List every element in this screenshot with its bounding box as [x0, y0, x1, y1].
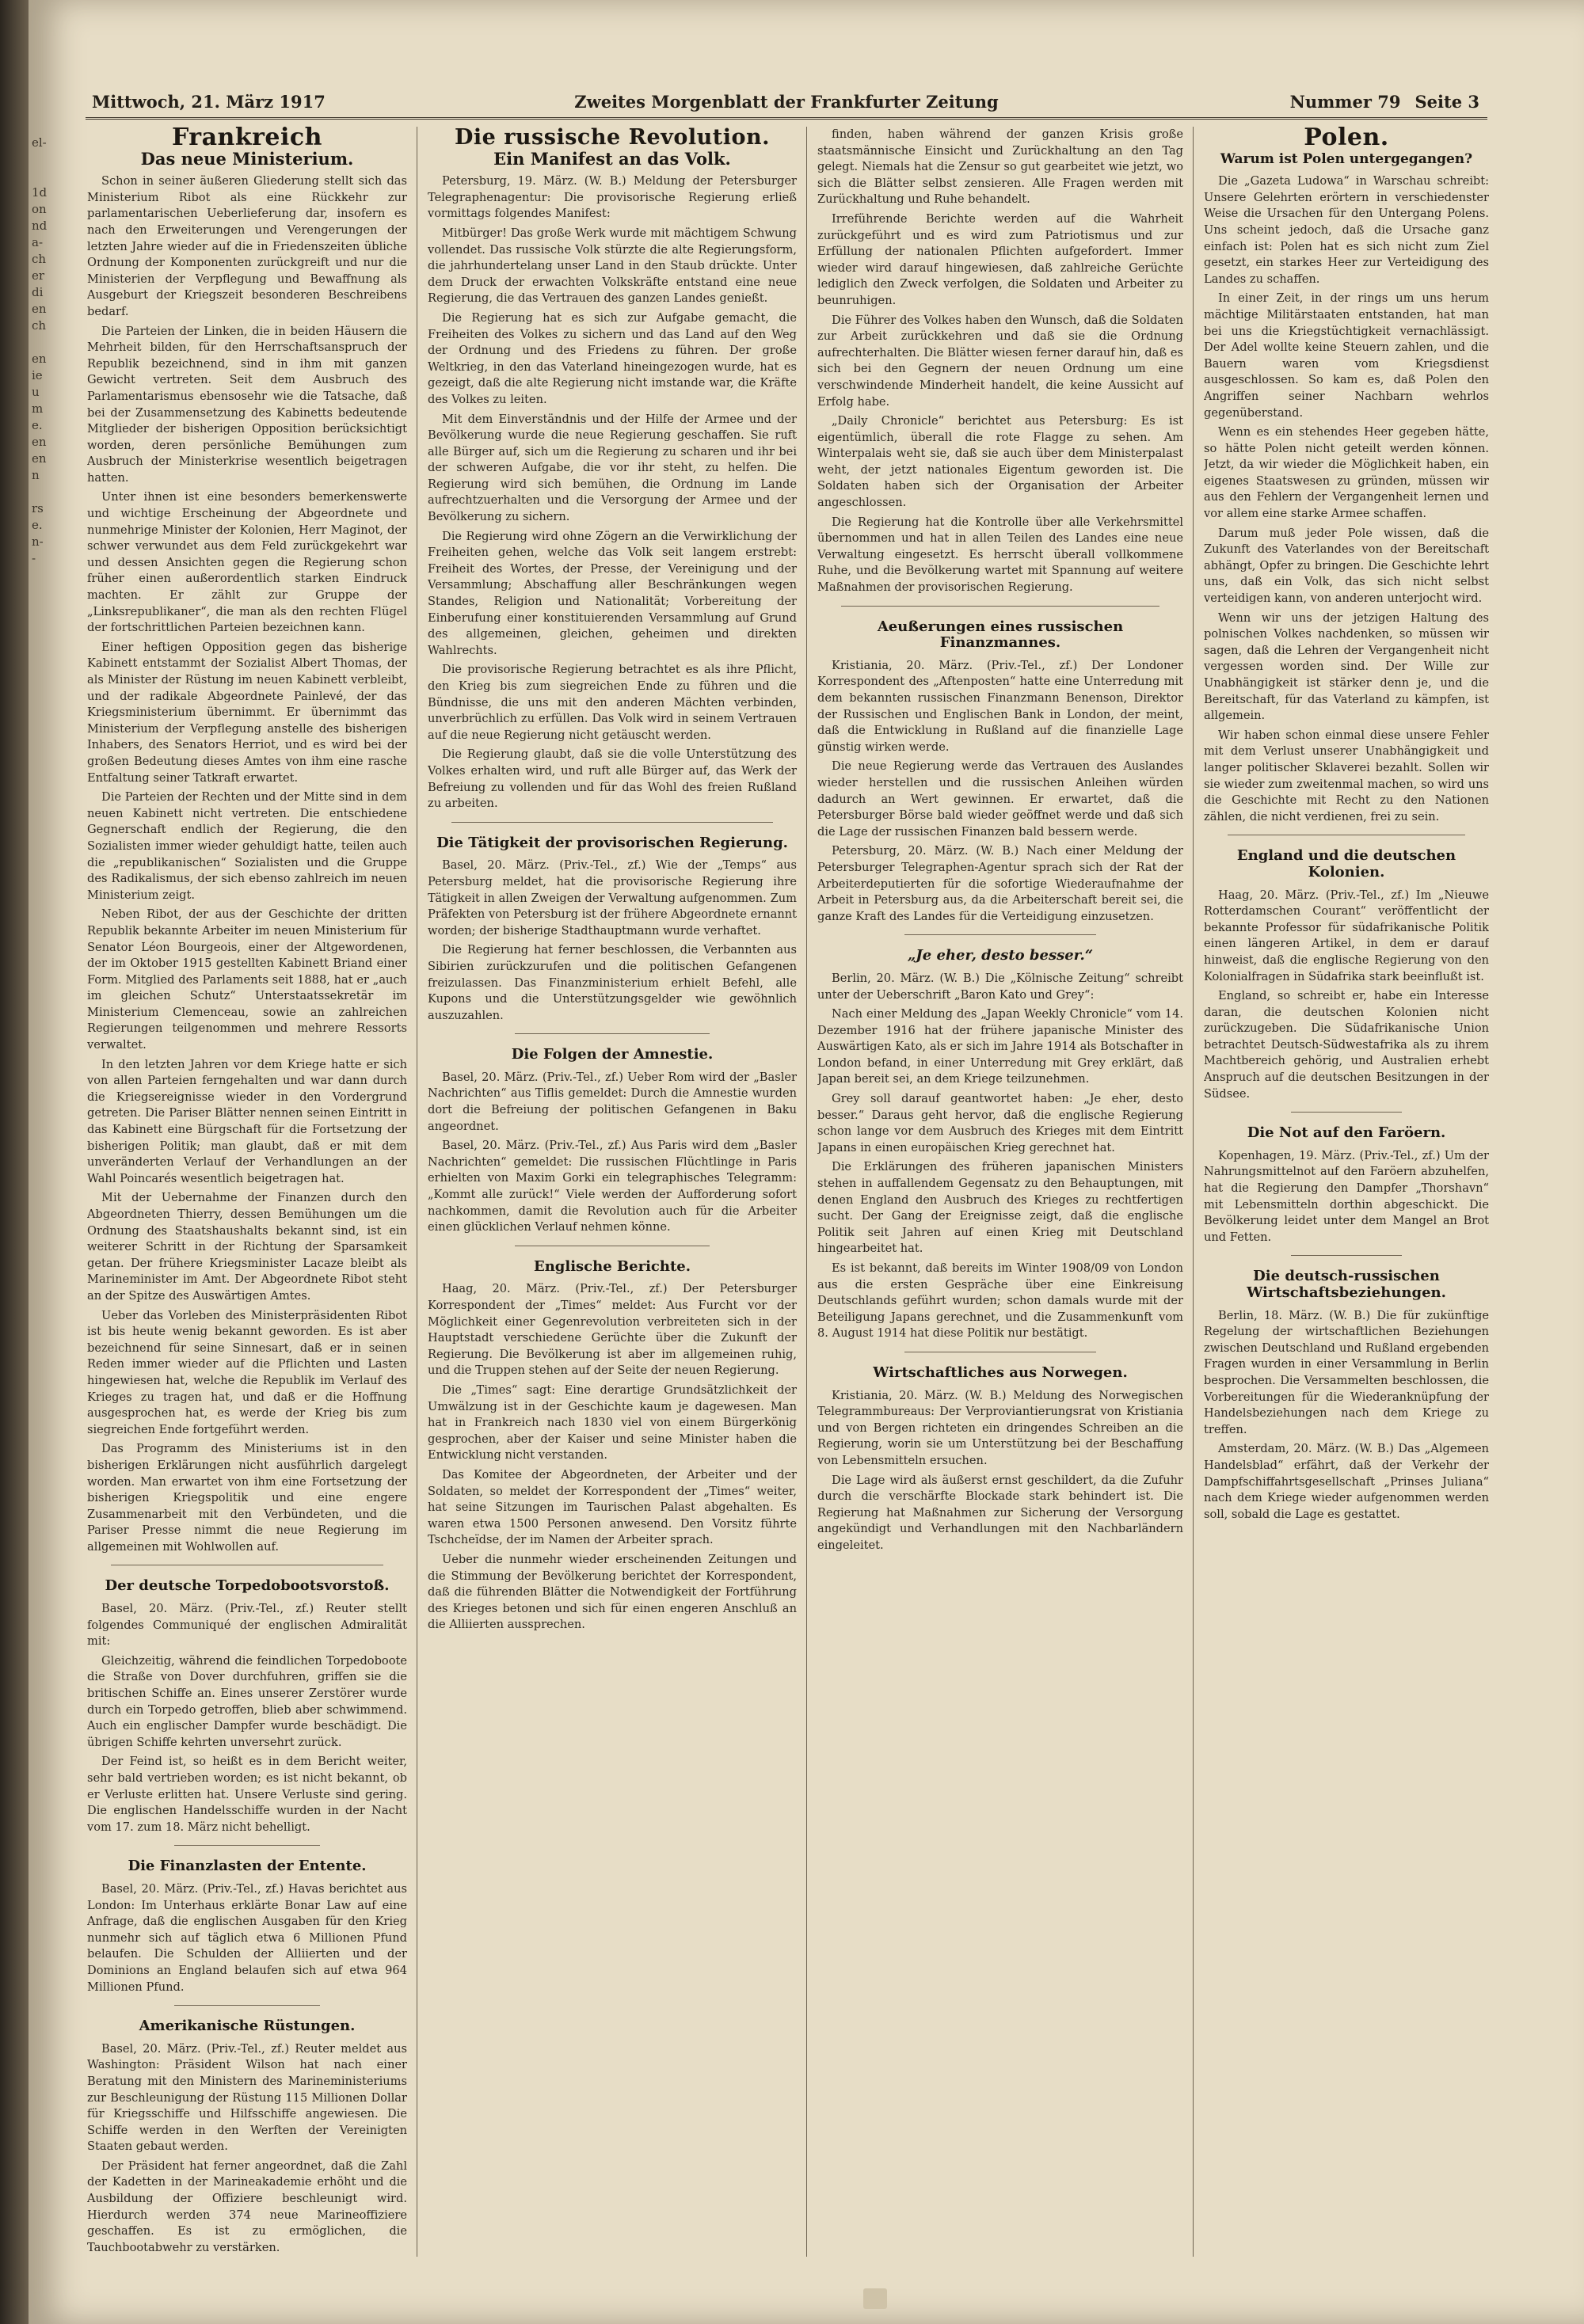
- article-headline: Die Finanzlasten der Entente.: [128, 1858, 367, 1875]
- fragment-line: n-: [32, 534, 44, 549]
- article-body: [428, 173, 797, 812]
- article-divider: [515, 1033, 710, 1034]
- section-title: Frankreich: [172, 127, 322, 151]
- paper-blemish: [863, 2288, 887, 2309]
- paragraph: Das Programm des Ministeriums ist in den bisherigen Erklärungen nicht ausführlich dargelegt worden. Man erwartet von ihm eine Fortsetzung der bisherigen Kriegspolitik und eine engere Zusammenarbeit mit den Verbündeten, und die Pariser Presse nimmt die neue Regierung im allgemeinen mit Wohlwollen auf.: [87, 1442, 407, 1554]
- section-title: Polen.: [1304, 127, 1389, 151]
- fragment-line: en: [32, 352, 47, 366]
- article-body: [428, 1070, 797, 1236]
- paragraph: Ueber das Vorleben des Ministerpräsidenten Ribot ist bis heute wenig bekannt geworden. Es ist aber bezeichnend für seine Sinnesart, daß er in seinen Reden immer wieder auf die Pflichten und Lasten hingewiesen hat, welche die Republik im Verlauf des Krieges zu tragen hat, und daß er die Hoffnung ausgesprochen hat, es werde der Krieg bis zum siegreichen Ende fortgeführt werden.: [87, 1308, 407, 1436]
- page-number: Seite 3: [1415, 92, 1479, 112]
- fragment-line: en: [32, 435, 47, 449]
- fragment-line: el-: [32, 135, 47, 150]
- paragraph: Haag, 20. März. (Priv.-Tel., zf.) Der Petersburger Korrespondent der „Times“ meldet: Aus Furcht vor der Möglichkeit einer Gegenrevolution verbreiteten sich in der Hauptstadt verschiedene Gerüchte über die Zukunft der Regierung. Die Bevölkerung ist aber im allgemeinen ruhig, und die Truppen stehen auf der Seite der neuen Regierung.: [428, 1282, 797, 1378]
- fragment-line: er: [32, 268, 45, 283]
- fragment-line: a-: [32, 235, 44, 249]
- fragment-line: [32, 168, 81, 184]
- paragraph: Die Parteien der Linken, die in beiden Häusern die Mehrheit bilden, für den Herrschaftsanspruch der Republik bezeichnend, sind in ihm mit ganzen Gewicht vertreten. Seit dem Ausbruch des Parlamentarismus ebensosehr wie die Tatsache, daß bei der Zusammensetzung des Kabinetts bedeutende Mitglieder der bisherigen Opposition berücksichtigt worden, deren persönliche Bemühungen zum Ausbruch der Ministerkrise wesentlich beigetragen hatten.: [87, 324, 407, 485]
- paragraph: Basel, 20. März. (Priv.-Tel., zf.) Aus Paris wird dem „Basler Nachrichten“ gemeldet: Die russischen Flüchtlinge in Paris erhielten von Maxim Gorki ein telegraphisches Telegramm: „Kommt alle zurück!“ Viele werden der Aufforderung sofort nachkommen, damit die Revolution auch für die Arbeiter einen glücklichen Verlauf nehmen könne.: [428, 1139, 797, 1234]
- paragraph: Gleichzeitig, während die feindlichen Torpedoboote die Straße von Dover durchfuhren, griffen sie die britischen Schiffe an. Eines unserer Zerstörer wurde durch ein Torpedo getroffen, blieb aber schwimmend. Auch ein englischer Dampfer wurde beschädigt. Die übrigen Schiffe kehrten unversehrt zurück.: [87, 1653, 407, 1749]
- fragment-line: m: [32, 401, 44, 416]
- paragraph: Irreführende Berichte werden auf die Wahrheit zurückgeführt und es wird zum Patriotismus und zur Erfüllung der nationalen Pflichten aufgefordert. Immer wieder wird darauf hingewiesen, daß zahlreiche Gerüchte lediglich den Zweck verfolgen, die Soldaten und Arbeiter zu beunruhigen.: [817, 211, 1183, 307]
- article-body: [428, 1281, 797, 1633]
- article-body: [1204, 173, 1489, 825]
- article-headline: Die deutsch-russischen Wirtschaftsbeziehungen.: [1247, 1268, 1446, 1301]
- article-subheadline: Ein Manifest an das Volk.: [493, 148, 731, 169]
- article-body: [1204, 1148, 1489, 1246]
- issue-number: Nummer 79: [1289, 92, 1401, 112]
- paragraph: Berlin, 18. März. (W. B.) Die für zukünftige Regelung der wirtschaftlichen Beziehungen zwischen Deutschland und Rußland ergebenden Fragen wurden in einer Versammlung in Berlin besprochen. Die Versammelten beschlossen, die Vorbereitungen für die Wiederanknüpfung der Handelsbeziehungen nach dem Kriege zu treffen.: [1204, 1308, 1489, 1436]
- article-headline: Die russische Revolution.: [454, 127, 771, 150]
- paragraph: Kristiania, 20. März. (W. B.) Meldung des Norwegischen Telegrammbureaus: Der Verproviantierungsrat von Kristiania und von Bergen richteten ein dringendes Schreiben an die Regierung, worin sie um Unterstützung bei der Beschaffung von Lebensmitteln ersuchen.: [817, 1388, 1183, 1467]
- newspaper-title: Zweites Morgenblatt der Frankfurter Zeitung: [574, 92, 999, 112]
- fragment-line: e.: [32, 418, 43, 432]
- column-rule: [1193, 127, 1194, 2257]
- article-headline: Die Tätigkeit der provisorischen Regierung.: [436, 834, 788, 851]
- article-headline: Die Folgen der Amnestie.: [511, 1046, 714, 1063]
- column-continuation: [817, 127, 1183, 2265]
- article-body: [1204, 1308, 1489, 1523]
- paragraph: Die Erklärungen des früheren japanischen Ministers stehen in auffallendem Gegensatz zu den Behauptungen, mit denen England den Ausbruch des Krieges zu rechtfertigen sucht. Der Gang der Ereignisse zeigt, daß die englische Politik seit Jahren auf einen Krieg mit Deutschland hingearbeitet hat.: [817, 1160, 1183, 1256]
- paragraph: Berlin, 20. März. (W. B.) Die „Kölnische Zeitung“ schreibt unter der Ueberschrift „Baron Kato und Grey“:: [817, 971, 1183, 1002]
- paragraph: Schon in seiner äußeren Gliederung stellt sich das Ministerium Ribot als eine Rückkehr zur parlamentarischen Ueberlieferung dar, insofern es nach den Erweiterungen und Verengerungen der letzten Jahre wieder auf die in Friedenszeiten übliche Ordnung der Komponenten zurückgreift und nur die Ministerien der Verpflegung und Bewaffnung als Ausgeburt der Kriegszeit besonderen Beschreibens bedarf.: [87, 174, 407, 318]
- article-body: [817, 1388, 1183, 1554]
- article-body: [817, 971, 1183, 1342]
- fragment-line: rs: [32, 501, 44, 515]
- paragraph: Mitbürger! Das große Werk wurde mit mächtigem Schwung vollendet. Das russische Volk stürzte die alte Regierungsform, die jahrhundertelang unser Land in den Staub drückte. Unter dem Druck der erwachten Volkskräfte entstand eine neue Regierung, die das Vertrauen des ganzen Landes genießt.: [428, 226, 797, 306]
- paragraph: Der Präsident hat ferner angeordnet, daß die Zahl der Kadetten in der Marineakademie erhöht und die Ausbildung der Offiziere beschleunigt wird. Hierdurch werden 374 neue Marineoffiziere geschaffen. Es ist zu ermöglichen, die Tauchbootabwehr zu verstärken.: [87, 2159, 407, 2254]
- article-headline: Der deutsche Torpedobootsvorstoß.: [105, 1577, 390, 1595]
- fragment-line: en: [32, 451, 47, 466]
- paragraph: Die Regierung wird ohne Zögern an die Verwirklichung der Freiheiten gehen, welche das Volk seit langem erstrebt: Freiheit des Wortes, der Presse, der Vereinigung und der Versammlung; Abschaffung aller Beschränkungen wegen Standes, Religion und Nationalität; Vorbereitung der Einberufung einer konstituierenden Versammlung auf Grund des allgemeinen, gleichen, geheimen und direkten Wahlrechts.: [428, 529, 797, 657]
- fragment-line: 1d: [32, 185, 48, 200]
- paragraph: Die Regierung hat es sich zur Aufgabe gemacht, die Freiheiten des Volkes zu sichern und das Land auf den Weg der Ordnung und des Friedens zu führen. Der große Weltkrieg, in den das Vaterland hineingezogen wurde, hat es gezeigt, daß die alte Regierung nicht imstande war, die Kräfte des Volkes zu leiten.: [428, 310, 797, 406]
- fragment-line: [32, 151, 81, 168]
- fragment-line: ch: [32, 318, 47, 333]
- paragraph: Kristiania, 20. März. (Priv.-Tel., zf.) Der Londoner Korrespondent des „Aftenposten“ hatte eine Unterredung mit dem bekannten russischen Finanzmann Benenson, Direktor der Russischen und Englischen Bank in London, der meint, daß die Entwicklung in Rußland auf die finanzielle Lage günstig wirken werde.: [817, 658, 1183, 754]
- paragraph: Basel, 20. März. (Priv.-Tel., zf.) Wie der „Temps“ aus Petersburg meldet, hat die provisorische Regierung ihre Tätigkeit in allen Zweigen der Verwaltung aufgenommen. Zum Präfekten von Petersburg ist der frühere Abgeordnete ernannt worden; der bisherige Stadthauptmann wurde verhaftet.: [428, 858, 797, 938]
- paragraph: Haag, 20. März. (Priv.-Tel., zf.) Im „Nieuwe Rotterdamschen Courant“ veröffentlicht der bekannte Professor für südafrikanische Politik einen längeren Artikel, in dem er darauf hinweist, daß die englische Regierung von den Kolonialfragen in Südafrika stark beeinflußt ist.: [1204, 888, 1489, 983]
- previous-page-fragment: [32, 135, 81, 2273]
- paragraph: Basel, 20. März. (Priv.-Tel., zf.) Reuter meldet aus Washington: Präsident Wilson hat nach einer Beratung mit den Ministern des Marineministeriums zur Beschleunigung der Rüstung 115 Millionen Dollar für Kriegsschiffe und Hilfsschiffe angewiesen. Die Schiffe werden in den Werften der Vereinigten Staaten gebaut werden.: [87, 2041, 407, 2154]
- article-headline: Warum ist Polen untergegangen?: [1220, 150, 1473, 167]
- article-headline: Wirtschaftliches aus Norwegen.: [873, 1364, 1128, 1381]
- paragraph: Mit der Uebernahme der Finanzen durch den Abgeordneten Thierry, dessen Bemühungen um die Ordnung des Staatshaushalts bekannt sind, ist ein weiterer Schritt in der Richtung der Sparsamkeit getan. Der frühere Kriegsminister Lacaze bleibt als Marineminister im Amt. Der Abgeordnete Ribot steht an der Spitze des Auswärtigen Amtes.: [87, 1191, 407, 1303]
- column-frankreich: [87, 127, 407, 2265]
- article-body: [87, 1601, 407, 1835]
- paragraph: England, so schreibt er, habe ein Interesse daran, die deutschen Kolonien nicht zurückzugeben. Die Südafrikanische Union betrachtet Deutsch-Südwestafrika als zu ihrem Machtbereich gehörig, und Australien erhebt Anspruch auf die deutschen Besitzungen in der Südsee.: [1204, 989, 1489, 1101]
- fragment-line: u: [32, 385, 40, 399]
- fragment-line: -: [32, 551, 36, 565]
- paragraph: Basel, 20. März. (Priv.-Tel., zf.) Ueber Rom wird der „Basler Nachrichten“ aus Tiflis gemeldet: Durch die Amnestie wurden dort die Befreiung der politischen Gefangenen in Baku angeordnet.: [428, 1070, 797, 1133]
- paragraph: Die provisorische Regierung betrachtet es als ihre Pflicht, den Krieg bis zum siegreichen Ende zu führen und die Bündnisse, die uns mit den anderen Mächten verbinden, unverbrüchlich zu erfüllen. Das Volk wird in seinem Vertrauen auf die neue Regierung nicht getäuscht werden.: [428, 663, 797, 742]
- paragraph: Petersburg, 20. März. (W. B.) Nach einer Meldung der Petersburger Telegraphen-Agentur sprach sich der Rat der Arbeiterdeputierten für die sofortige Wiederaufnahme der Arbeit in Petersburg aus, da die Arbeiterschaft bereit sei, die ganze Kraft des Landes für die Verteidigung einzusetzen.: [817, 844, 1183, 923]
- paragraph: Nach einer Meldung des „Japan Weekly Chronicle“ vom 14. Dezember 1916 hat der frühere japanische Minister des Auswärtigen Kato, als er sich im Jahre 1914 als Botschafter in London befand, in einer Unterredung mit Grey erklärt, daß Japan bereit sei, an dem Kriege teilzunehmen.: [817, 1007, 1183, 1086]
- article-divider: [1291, 1112, 1402, 1113]
- paragraph: Die Regierung hat ferner beschlossen, die Verbannten aus Sibirien zurückzurufen und die politischen Gefangenen freizulassen. Das Finanzministerium erhielt Befehl, alle Kupons und die Unterstützungsgelder wie gewöhnlich auszuzahlen.: [428, 943, 797, 1022]
- article-headline: „Je eher, desto besser.“: [907, 947, 1094, 964]
- paragraph: Grey soll darauf geantwortet haben: „Je eher, desto besser.“ Daraus geht hervor, daß die englische Regierung schon lange vor dem Ausbruch des Krieges mit dem Eintritt Japans in einen europäischen Krieg gerechnet hat.: [817, 1092, 1183, 1154]
- article-body: [428, 858, 797, 1024]
- fragment-line: di: [32, 285, 44, 299]
- article-headline: Aeußerungen eines russischen Finanzmannes.: [877, 618, 1124, 652]
- paragraph: Die neue Regierung werde das Vertrauen des Auslandes wieder herstellen und die russischen Anleihen würden dadurch an Wert gewinnen. Er erwartet, daß die Petersburger Börse bald wieder geöffnet werde und daß sich die Lage der russischen Finanzen bald bessern werde.: [817, 759, 1183, 839]
- paragraph: Wenn wir uns der jetzigen Haltung des polnischen Volkes nachdenken, so müssen wir sagen, daß die Lehren der Vergangenheit nicht vergessen worden sind. Der Wille zur Unabhängigkeit ist stärker denn je, und die Bereitschaft, für das Vaterland zu kämpfen, ist allgemein.: [1204, 610, 1489, 723]
- fragment-line: e.: [32, 518, 43, 532]
- paragraph: Die Regierung glaubt, daß sie die volle Unterstützung des Volkes erhalten wird, und ruft alle Bürger auf, das Werk der Befreiung zu vollenden und für das Wohl des freien Rußland zu arbeiten.: [428, 747, 797, 811]
- paragraph: In den letzten Jahren vor dem Kriege hatte er sich von allen Parteien ferngehalten und war dann durch die Kriegsereignisse wieder in den Vordergrund getreten. Die Pariser Blätter nennen seinen Eintritt in das Kabinett eine Bürgschaft für die Fortsetzung der bisherigen Politik; man glaubt, daß er mit dem unveränderten Verlauf der Verhandlungen an der Wahl Poincarés wesentlich beigetragen hat.: [87, 1057, 407, 1185]
- paragraph: Wenn es ein stehendes Heer gegeben hätte, so hätte Polen nicht geteilt werden können. Jetzt, da wir wieder die Möglichkeit haben, ein eigenes Staatswesen zu gründen, müssen wir aus den Fehlern der Vergangenheit lernen und vor allem eine starke Armee schaffen.: [1204, 425, 1489, 521]
- paragraph: Basel, 20. März. (Priv.-Tel., zf.) Havas berichtet aus London: Im Unterhaus erklärte Bonar Law auf eine Anfrage, daß die englischen Ausgaben für den Krieg nunmehr sich auf täglich etwa 6 Millionen Pfund belaufen. Die Schulden der Alliierten und der Dominions an England belaufen sich auf etwa 964 Millionen Pfund.: [87, 1881, 407, 1994]
- column-russische-revolution: [428, 127, 797, 2265]
- article-body: [817, 658, 1183, 926]
- article-body: [87, 1881, 407, 1995]
- paragraph: Die „Gazeta Ludowa“ in Warschau schreibt: Unsere Gelehrten erörtern in verschiedenster Weise die Ursachen für den Untergang Polens. Uns scheint jedoch, daß die Ursache ganz einfach ist: Polen hat es sich nicht zum Ziel gesetzt, ein starkes Heer zur Verteidigung des Landes zu schaffen.: [1204, 174, 1489, 286]
- paragraph: Neben Ribot, der aus der Geschichte der dritten Republik bekannte Arbeiter im neuen Ministerium für Senator Léon Bourgeois, einer der Altgewordenen, der im Oktober 1915 gestellten Kabinett Briand einer Form. Mitglied des Parlaments seit 1888, hat er „auch im gleichen Schutz“ Unterstaatssekretär im Ministerium Clemenceau, sowie an zahlreichen Regierungen teilgenommen und mehrere Ressorts verwaltet.: [87, 907, 407, 1052]
- fragment-line: on: [32, 202, 47, 216]
- fragment-line: [32, 334, 81, 351]
- fragment-line: ie: [32, 368, 43, 382]
- column-polen: [1204, 127, 1489, 2265]
- paragraph: Einer heftigen Opposition gegen das bisherige Kabinett entstammt der Sozialist Albert Thomas, der als Minister der Rüstung im neuen Kabinett verbleibt, und der radikale Abgeordnete Painlevé, der das Kriegsministerium übernimmt. Er übernimmt das Ministerium der Verpflegung anstelle des bisherigen Inhabers, des Senators Herriot, und es wird bei der großen Bedeutung dieses Amtes von ihm eine rasche Entfaltung seiner Tatkraft erwartet.: [87, 640, 407, 785]
- article-divider: [841, 606, 1159, 607]
- article-headline: Die Not auf den Faröern.: [1247, 1124, 1446, 1142]
- paragraph: Die „Times“ sagt: Eine derartige Grundsätzlichkeit der Umwälzung ist in der Geschichte kaum je dagewesen. Man hat in Frankreich nach 1830 viel von einem Bürgerkönig gesprochen, aber der Kaiser und seine Minister haben die Entwicklung nicht verstanden.: [428, 1383, 797, 1462]
- article-divider: [904, 934, 1096, 935]
- article-headline: Das neue Ministerium.: [140, 148, 354, 169]
- paragraph: Amsterdam, 20. März. (W. B.) Das „Algemeen Handelsblad“ erfährt, daß der Verkehr der Dampfschiffahrtsgesellschaft „Prinses Juliana“ nach dem Kriege wieder aufgenommen werden soll, sobald die Lage es gestattet.: [1204, 1442, 1489, 1521]
- article-body: [87, 173, 407, 1555]
- column-rule: [806, 127, 807, 2257]
- fragment-line: en: [32, 302, 47, 316]
- paragraph: Darum muß jeder Pole wissen, daß die Zukunft des Vaterlandes von der Bereitschaft abhängt, Opfer zu bringen. Die Geschichte lehrt uns, daß ein Volk, das sich nicht selbst verteidigen kann, von anderen unterjocht wird.: [1204, 526, 1489, 606]
- paragraph: Basel, 20. März. (Priv.-Tel., zf.) Reuter stellt folgendes Communiqué der englischen Admiralität mit:: [87, 1602, 407, 1649]
- article-divider: [451, 822, 773, 823]
- article-divider: [174, 2005, 320, 2006]
- paragraph: Ueber die nunmehr wieder erscheinenden Zeitungen und die Stimmung der Bevölkerung berichtet der Korrespondent, daß die führenden Blätter die Notwendigkeit der Fortführung des Krieges betonen und sich für einen engeren Anschluß an die Alliierten aussprechen.: [428, 1552, 797, 1632]
- paragraph: Unter ihnen ist eine besonders bemerkenswerte und wichtige Erscheinung der Abgeordnete und nunmehrige Minister der Kolonien, Herr Maginot, der schwer verwundet aus dem Feld zurückgekehrt war und dessen Ansichten gegen die Regierung schon früher einen außerordentlich starken Eindruck machten. Er zählt zur Gruppe der „Linksrepublikaner“, die man als den rechten Flügel der fortschrittlichen Parteien bezeichnen kann.: [87, 490, 407, 635]
- article-body: [1204, 888, 1489, 1103]
- paragraph: „Daily Chronicle“ berichtet aus Petersburg: Es ist eigentümlich, überall die rote Flagge zu sehen. Am Winterpalais weht sie, daß sie auch über dem Ministerpalast weht, der jetzt nationales Eigentum geworden ist. Die Soldaten haben sich der Organisation der Arbeiter angeschlossen.: [817, 414, 1183, 510]
- article-headline: Englische Berichte.: [533, 1257, 691, 1275]
- paragraph: Mit dem Einverständnis und der Hilfe der Armee und der Bevölkerung wurde die neue Regierung geschaffen. Sie ruft alle Bürger auf, sich um die Regierung zu scharen und ihr bei der schweren Aufgabe, die vor ihr steht, zu helfen. Die Regierung wird sich bemühen, die Ordnung im Lande aufrechtzuerhalten und die Versorgung der Armee und der Bevölkerung zu sichern.: [428, 412, 797, 524]
- article-body: [817, 127, 1183, 596]
- paragraph: Petersburg, 19. März. (W. B.) Meldung der Petersburger Telegraphenagentur: Die provisorische Regierung erließ vormittags folgendes Manifest:: [428, 174, 797, 221]
- paragraph: Es ist bekannt, daß bereits im Winter 1908/09 von London aus die ersten Gespräche über eine Einkreisung Deutschlands geführt wurden; schon damals wurde mit der Beteiligung Japans gerechnet, und die Zusammenkunft vom 8. August 1914 hat diese Politik nur bestätigt.: [817, 1261, 1183, 1341]
- paragraph: Kopenhagen, 19. März. (Priv.-Tel., zf.) Um der Nahrungsmittelnot auf den Faröern abzuhelfen, hat die Regierung den Dampfer „Thorshavn“ mit Lebensmitteln dorthin abgeschickt. Die Bevölkerung leidet unter dem Mangel an Brot und Fetten.: [1204, 1148, 1489, 1244]
- paragraph: Die Führer des Volkes haben den Wunsch, daß die Soldaten zur Arbeit zurückkehren und daß sie die Ordnung aufrechterhalten. Die Blätter wiesen ferner darauf hin, daß es sich bei den Gegnern der neuen Ordnung um eine verschwindende Minderheit handelt, die keine Aussicht auf Erfolg habe.: [817, 313, 1183, 409]
- article-divider: [174, 1845, 320, 1846]
- paragraph: Die Lage wird als äußerst ernst geschildert, da die Zufuhr durch die verschärfte Blockade stark behindert ist. Die Regierung hat Maßnahmen zur Sicherung der Versorgung angekündigt und Verhandlungen mit den Nachbarländern eingeleitet.: [817, 1473, 1183, 1552]
- issue-date: Mittwoch, 21. März 1917: [92, 92, 326, 112]
- paragraph: Die Regierung hat die Kontrolle über alle Verkehrsmittel übernommen und hat in allen Teilen des Landes eine neue Verwaltung eingesetzt. Es herrscht überall vollkommene Ruhe, und die Bevölkerung wartet mit Spannung auf weitere Maßnahmen der provisorischen Regierung.: [817, 515, 1183, 595]
- article-headline: England und die deutschen Kolonien.: [1236, 847, 1456, 881]
- fragment-line: [32, 484, 81, 500]
- paragraph: finden, haben während der ganzen Krisis große staatsmännische Einsicht und Zurückhaltung an den Tag gelegt. Niemals hat die Zensur so gut gearbeitet wie jetzt, wo sich die Blätter selbst zensieren. Alle Fragen werden mit Zurückhaltung und Ruhe behandelt.: [817, 127, 1183, 207]
- masthead: [86, 86, 1487, 120]
- fragment-line: nd: [32, 219, 48, 233]
- paragraph: Die Parteien der Rechten und der Mitte sind in dem neuen Kabinett nicht vertreten. Die entschiedene Gegnerschaft endlich der Regierung, die den Sozialisten immer wieder gehuldigt hatte, teilen auch die „republikanischen“ Sozialisten und die Gruppe des Radikalismus, der sich ebenso zahlreich im neuen Ministerium zeigt.: [87, 790, 407, 902]
- fragment-line: ch: [32, 252, 47, 266]
- article-body: [87, 2041, 407, 2257]
- paragraph: Der Feind ist, so heißt es in dem Bericht weiter, sehr bald vertrieben worden; es ist nicht bekannt, ob er Verluste erlitten hat. Unsere Verluste sind gering. Die englischen Handelsschiffe wurden in der Nacht vom 17. zum 18. März nicht behelligt.: [87, 1755, 407, 1834]
- fragment-line: n: [32, 468, 40, 482]
- paragraph: In einer Zeit, in der rings um uns herum mächtige Militärstaaten entstanden, hat man bei uns die Kriegstüchtigkeit vernachlässigt. Der Adel wollte keine Steuern zahlen, und die Bauern waren vom Kriegsdienst ausgeschlossen. So kam es, daß Polen den Angriffen seiner Nachbarn wehrlos gegenüberstand.: [1204, 291, 1489, 420]
- article-headline: Amerikanische Rüstungen.: [139, 2018, 356, 2035]
- paragraph: Das Komitee der Abgeordneten, der Arbeiter und der Soldaten, so meldet der Korrespondent der „Times“ weiter, hat seine Sitzungen im Taurischen Palast abgehalten. Es waren etwa 1500 Personen anwesend. Den Vorsitz führte Tschcheïdse, der im Namen der Arbeiter sprach.: [428, 1467, 797, 1547]
- article-divider: [1291, 1255, 1402, 1256]
- issue-number-and-page: [1290, 92, 1479, 112]
- paragraph: Wir haben schon einmal diese unsere Fehler mit dem Verlust unserer Unabhängigkeit und langer politischer Sklaverei bezahlt. Sollen wir sie wieder zum zweitenmal machen, so wird uns die Geschichte mit Recht zu den Nationen zählen, die nicht verdienen, frei zu sein.: [1204, 728, 1489, 823]
- book-binding-edge: [0, 0, 29, 2324]
